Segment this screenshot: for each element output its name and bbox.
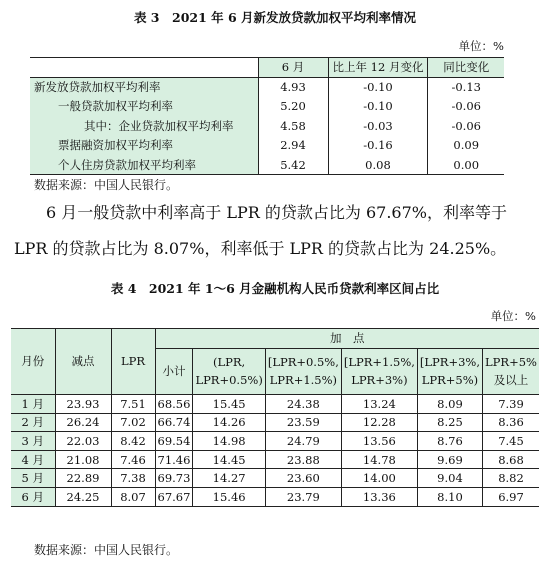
table3-header-yoy: 同比变化: [428, 58, 504, 78]
table4-row-month: 2 月: [11, 413, 55, 432]
table4-row-month: 1 月: [11, 395, 55, 414]
table4-cell: 8.82: [483, 469, 540, 488]
table4-subheader: [LPR+0.5%, LPR+1.5%): [265, 349, 341, 395]
table3-header-june: 6 月: [258, 58, 328, 78]
table4-unit: 单位：%: [490, 309, 536, 323]
table4-header-plus: 加 点: [155, 329, 539, 349]
table3-header-vs-dec: 比上年 12 月变化: [328, 58, 428, 78]
table3-cell: -0.06: [428, 116, 504, 136]
table3-row: [30, 97, 504, 117]
paragraph-line-2: LPR 的贷款占比为 8.07%，利率低于 LPR 的贷款占比为 24.25%。: [14, 239, 507, 258]
table4-cell: 7.45: [483, 432, 540, 451]
table4-cell: 8.36: [483, 413, 540, 432]
table4-cell: 9.69: [417, 450, 482, 469]
table4-row: [11, 432, 539, 451]
table3-row-label: 个人住房贷款加权平均利率: [30, 155, 258, 175]
table3-cell: 0.08: [328, 155, 428, 175]
table4-cell: 66.74: [155, 413, 193, 432]
table4-cell: 8.76: [417, 432, 482, 451]
table3-cell: 4.58: [258, 116, 328, 136]
table3-cell: -0.13: [428, 77, 504, 97]
table4-subheader: 小计: [155, 349, 193, 395]
table4-cell: 67.67: [155, 487, 193, 506]
table4-row-month: 3 月: [11, 432, 55, 451]
table4-cell: 22.03: [55, 432, 111, 451]
table4-cell: 8.68: [483, 450, 540, 469]
table3-cell: 4.93: [258, 77, 328, 97]
table4-row-month: 4 月: [11, 450, 55, 469]
table4-cell: 24.79: [265, 432, 341, 451]
table4: [11, 328, 539, 507]
table3-cell: -0.16: [328, 136, 428, 156]
table4-cell: 7.39: [483, 395, 540, 414]
table4-row: [11, 487, 539, 506]
table4-cell: 14.00: [341, 469, 417, 488]
table4-cell: 24.25: [55, 487, 111, 506]
table4-row: [11, 395, 539, 414]
table4-cell: 7.46: [111, 450, 155, 469]
table4-cell: 14.78: [341, 450, 417, 469]
table3-cell: 5.42: [258, 155, 328, 175]
table3-cell: -0.10: [328, 97, 428, 117]
table4-cell: 23.59: [265, 413, 341, 432]
paragraph-line-1: 6 月一般贷款中利率高于 LPR 的贷款占比为 67.67%，利率等于: [46, 203, 507, 222]
table4-cell: 8.42: [111, 432, 155, 451]
table4-subheader: [LPR+3%, LPR+5%): [417, 349, 482, 395]
table3-cell: -0.10: [328, 77, 428, 97]
table4-header-month: 月份: [11, 329, 55, 395]
table4-cell: 8.25: [417, 413, 482, 432]
table4-subheader: LPR+5% 及以上: [483, 349, 540, 395]
table3-cell: 0.09: [428, 136, 504, 156]
table4-cell: 14.98: [193, 432, 265, 451]
table3-cell: -0.06: [428, 97, 504, 117]
table4-row: [11, 413, 539, 432]
table4-row-month: 6 月: [11, 487, 55, 506]
table4-subheader: [LPR+1.5%, LPR+3%): [341, 349, 417, 395]
table3-unit: 单位：%: [458, 39, 504, 53]
table4-cell: 13.24: [341, 395, 417, 414]
table4-cell: 23.60: [265, 469, 341, 488]
table3-title: 表 3 2021 年 6 月新发放贷款加权平均利率情况: [133, 10, 417, 25]
table4-cell: 9.04: [417, 469, 482, 488]
table3-cell: 0.00: [428, 155, 504, 175]
table4-header-row-1: [11, 329, 539, 349]
table3-cell: -0.03: [328, 116, 428, 136]
table3-header-blank: [30, 58, 258, 78]
table4-cell: 23.93: [55, 395, 111, 414]
table3-cell: 2.94: [258, 136, 328, 156]
table4-cell: 13.36: [341, 487, 417, 506]
table3: [30, 57, 504, 175]
table4-header-minus: 减点: [55, 329, 111, 395]
table4-cell: 8.09: [417, 395, 482, 414]
table4-cell: 21.08: [55, 450, 111, 469]
table4-row: [11, 450, 539, 469]
table3-source: 数据来源：中国人民银行。: [34, 178, 179, 192]
table4-header-lpr: LPR: [111, 329, 155, 395]
table4-cell: 7.38: [111, 469, 155, 488]
table4-cell: 15.45: [193, 395, 265, 414]
table4-cell: 23.88: [265, 450, 341, 469]
table4-cell: 6.97: [483, 487, 540, 506]
table4-cell: 8.10: [417, 487, 482, 506]
table4-cell: 22.89: [55, 469, 111, 488]
table4-cell: 14.26: [193, 413, 265, 432]
table3-row-label: 其中：企业贷款加权平均利率: [30, 116, 258, 136]
table4-cell: 71.46: [155, 450, 193, 469]
table3-row: [30, 77, 504, 97]
table4-title: 表 4 2021 年 1～6 月金融机构人民币贷款利率区间占比: [110, 281, 440, 296]
table3-cell: 5.20: [258, 97, 328, 117]
table4-source: 数据来源：中国人民银行。: [34, 543, 179, 557]
table4-cell: 12.28: [341, 413, 417, 432]
table4-cell: 69.73: [155, 469, 193, 488]
table4-row: [11, 469, 539, 488]
table4-row-month: 5 月: [11, 469, 55, 488]
table3-row: [30, 136, 504, 156]
table4-cell: 68.56: [155, 395, 193, 414]
table4-cell: 24.38: [265, 395, 341, 414]
table4-cell: 14.27: [193, 469, 265, 488]
table4-cell: 8.07: [111, 487, 155, 506]
table3-row-label: 新发放贷款加权平均利率: [30, 77, 258, 97]
table4-cell: 15.46: [193, 487, 265, 506]
table4-cell: 23.79: [265, 487, 341, 506]
table4-subheader: (LPR, LPR+0.5%): [193, 349, 265, 395]
table4-cell: 7.02: [111, 413, 155, 432]
table3-row-label: 一般贷款加权平均利率: [30, 97, 258, 117]
table3-row: [30, 155, 504, 175]
table4-cell: 69.54: [155, 432, 193, 451]
table4-cell: 7.51: [111, 395, 155, 414]
table3-row: [30, 116, 504, 136]
table4-cell: 14.45: [193, 450, 265, 469]
table3-header-row: [30, 58, 504, 78]
table4-cell: 13.56: [341, 432, 417, 451]
table3-row-label: 票据融资加权平均利率: [30, 136, 258, 156]
table4-cell: 26.24: [55, 413, 111, 432]
